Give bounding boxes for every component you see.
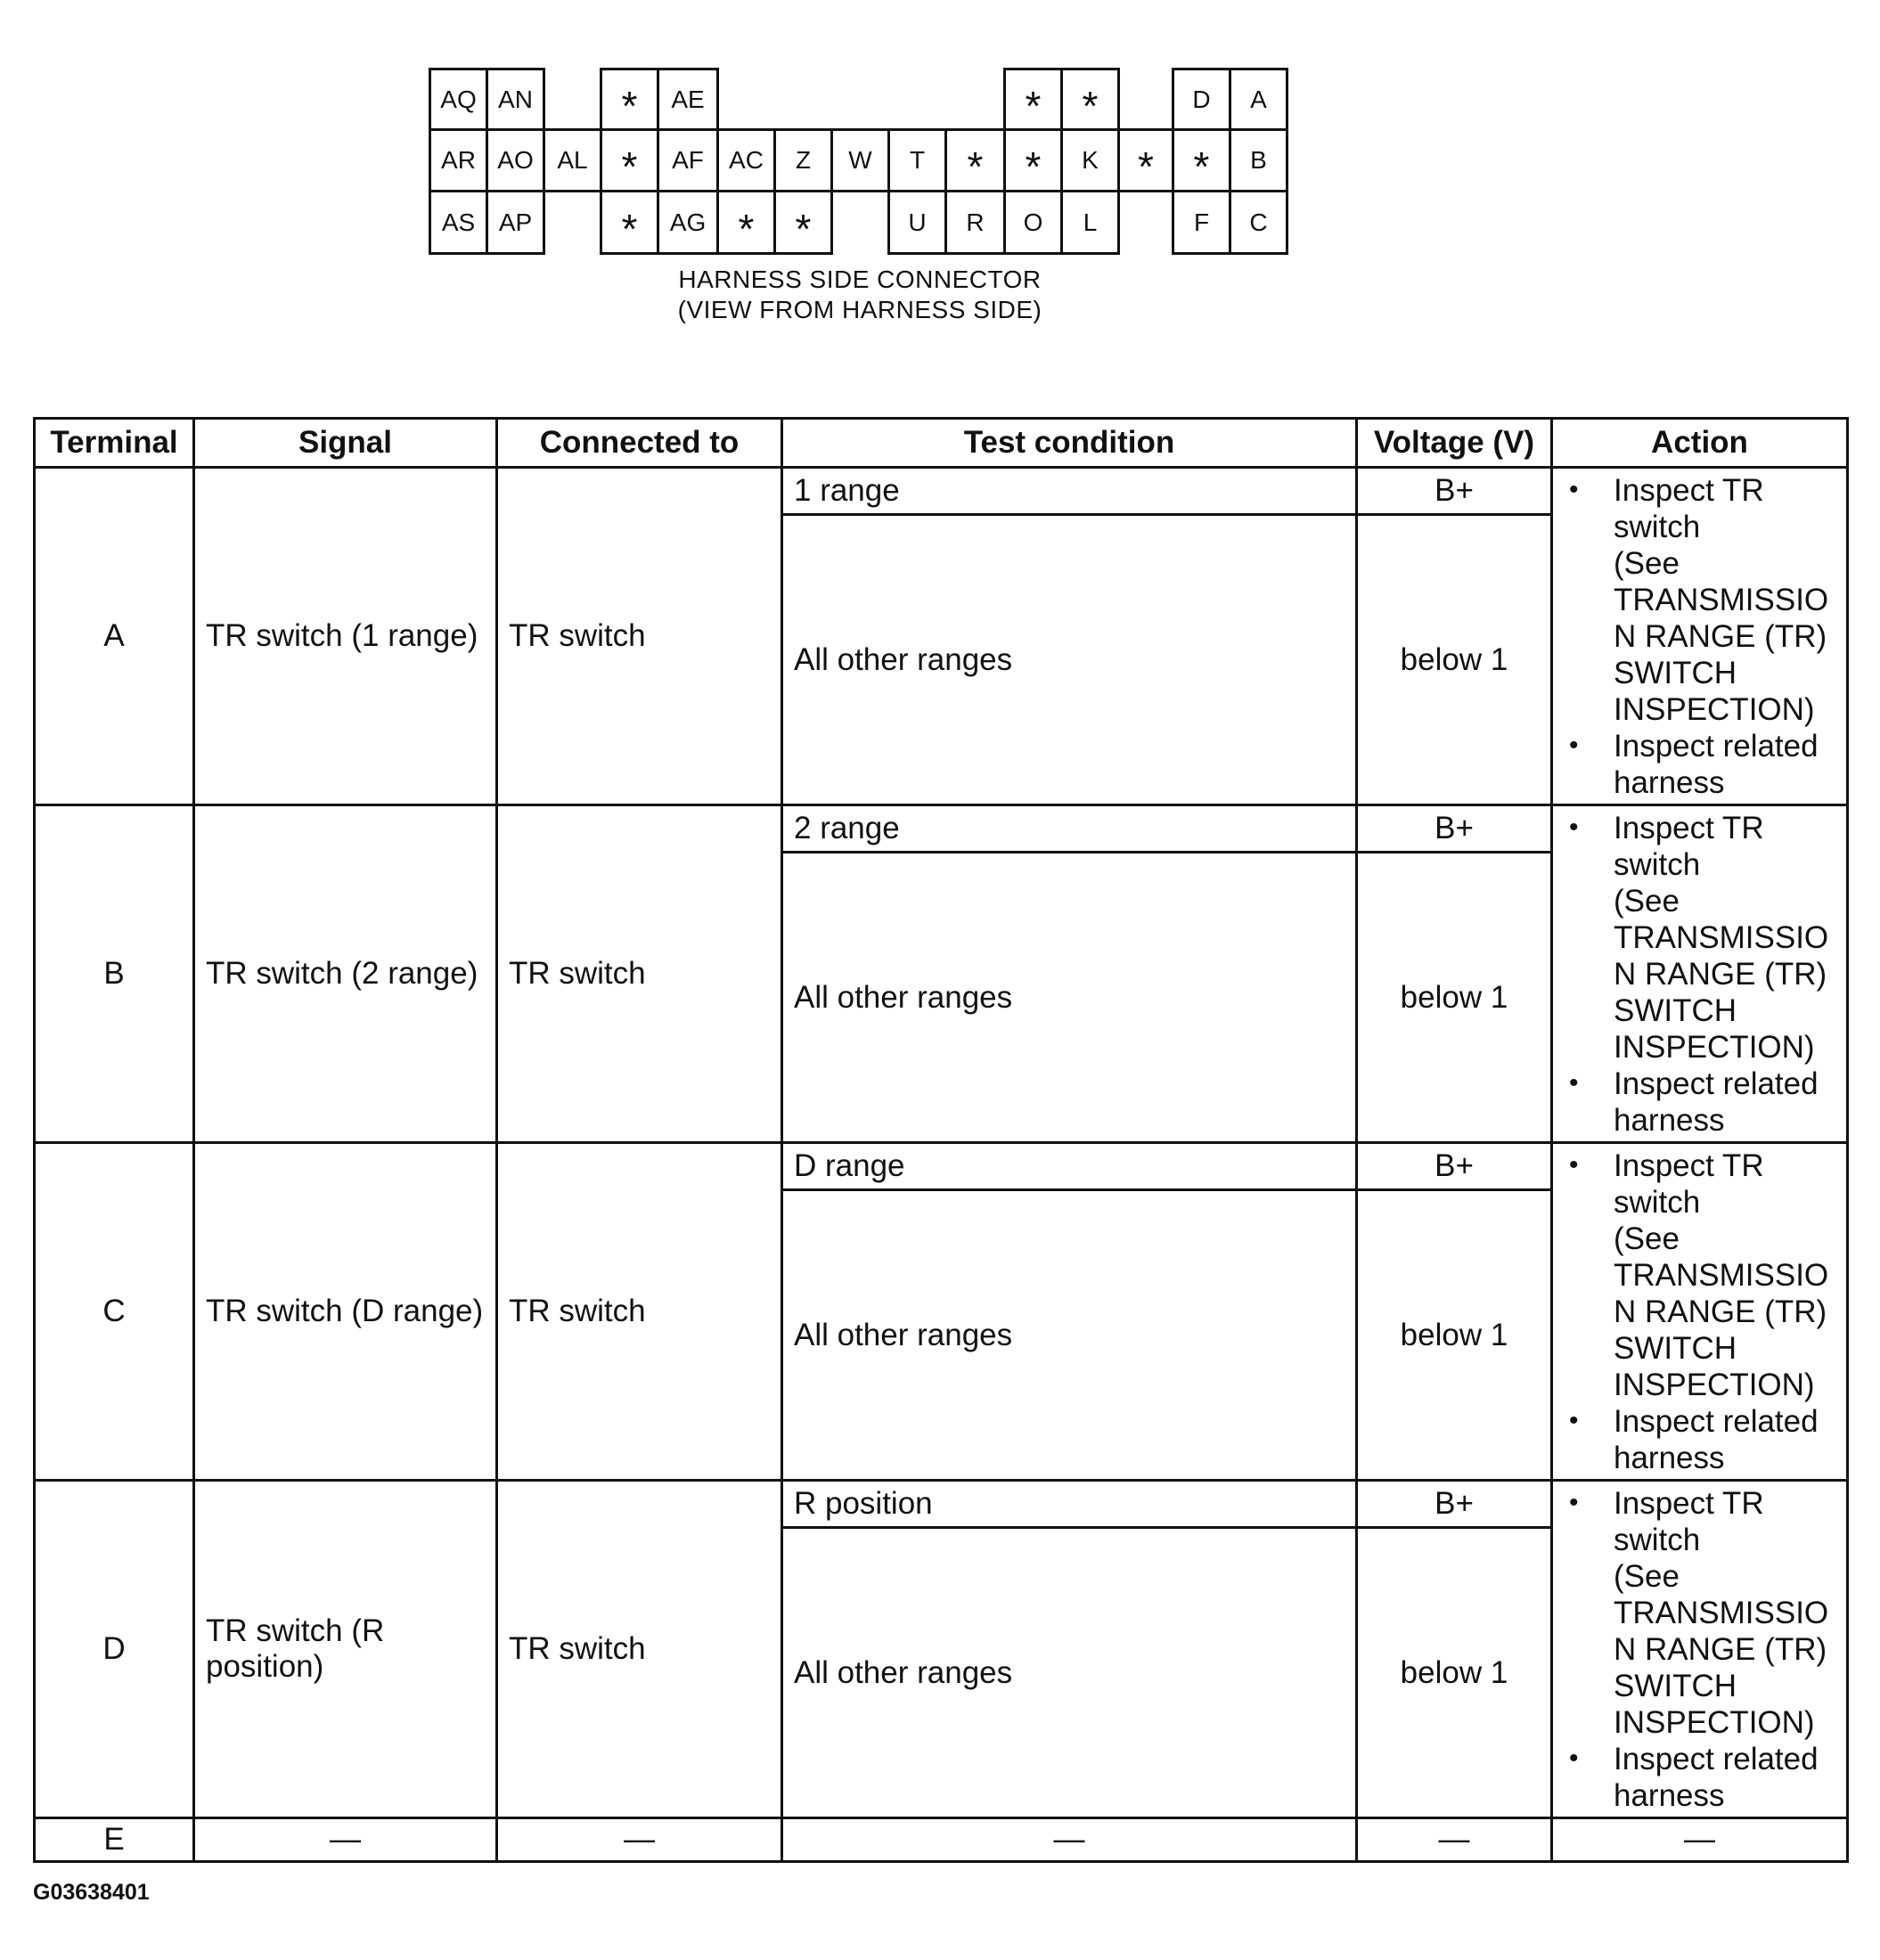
terminal-cell: A <box>35 468 194 805</box>
bullet-icon: • <box>1569 1488 1579 1517</box>
pin-a: A <box>1229 68 1288 131</box>
action-item: • Inspect related <box>1569 1066 1819 1101</box>
pin-as: AS <box>429 190 488 255</box>
header-terminal: Terminal <box>35 419 194 468</box>
pin-blank: * <box>600 128 659 192</box>
voltage-cell: below 1 <box>1357 515 1552 805</box>
voltage-cell: B+ <box>1357 1143 1552 1190</box>
pin-al: AL <box>543 128 602 192</box>
connector-caption-line1: HARNESS SIDE CONNECTOR <box>678 265 1042 293</box>
bullet-icon: • <box>1569 1150 1579 1180</box>
pin-ac: AC <box>716 128 776 192</box>
connected-cell: TR switch <box>497 1143 782 1481</box>
test-condition-cell: R position <box>782 1481 1357 1528</box>
signal-cell: TR switch (D range) <box>194 1143 497 1481</box>
bullet-icon: • <box>1569 1068 1579 1098</box>
test-condition-cell: 2 range <box>782 805 1357 853</box>
pin-r: R <box>944 190 1006 255</box>
table-row <box>35 1143 1848 1190</box>
signal-cell: — <box>194 1818 497 1862</box>
table-row <box>35 1481 1848 1528</box>
pin-blank: * <box>944 128 1006 192</box>
signal-line: TR switch (R <box>206 1613 385 1648</box>
header-action: Action <box>1552 419 1848 468</box>
pin-d: D <box>1172 68 1231 131</box>
action-item: • Inspect TR <box>1569 811 1764 845</box>
action-item: • Inspect related <box>1569 1742 1819 1776</box>
pin-blank: * <box>773 190 833 255</box>
pin-blank: * <box>1060 68 1120 131</box>
pin-blank: * <box>1003 68 1063 131</box>
bullet-icon: • <box>1569 1406 1579 1435</box>
action-cell: • Inspect TR switch (See TRANSMISSIO N RANGE (TR) SWITCH INSPECTION) • Inspect related harness <box>1552 805 1848 1143</box>
signal-cell: TR switch (2 range) <box>194 805 497 1143</box>
connected-cell: TR switch <box>497 805 782 1143</box>
action-item: • Inspect TR <box>1569 473 1764 508</box>
test-condition-cell: D range <box>782 1143 1357 1190</box>
pin-blank: * <box>600 190 659 255</box>
figure-id: G03638401 <box>33 1880 150 1905</box>
voltage-cell: B+ <box>1357 805 1552 853</box>
bullet-icon: • <box>1569 475 1579 504</box>
pin-blank: * <box>716 190 776 255</box>
terminal-voltage-table <box>33 417 1849 1863</box>
signal-cell <box>194 1481 497 1818</box>
action-item: • Inspect related <box>1569 1404 1819 1439</box>
pin-z: Z <box>773 128 833 192</box>
pin-w: W <box>830 128 890 192</box>
header-connected-to: Connected to <box>497 419 782 468</box>
pin-ae: AE <box>657 68 719 131</box>
pin-blank: * <box>1117 128 1174 192</box>
action-item: • Inspect related <box>1569 729 1819 764</box>
harness-connector-diagram <box>0 0 1880 339</box>
pin-blank: * <box>1003 128 1063 192</box>
pin-ap: AP <box>486 190 545 255</box>
voltage-cell: below 1 <box>1357 1190 1552 1481</box>
action-cell: — <box>1552 1818 1848 1862</box>
pin-c: C <box>1229 190 1288 255</box>
terminal-cell: B <box>35 805 194 1143</box>
header-signal: Signal <box>194 419 497 468</box>
voltage-cell: below 1 <box>1357 853 1552 1143</box>
voltage-cell: — <box>1357 1818 1552 1862</box>
pin-an: AN <box>486 68 545 131</box>
pin-o: O <box>1003 190 1063 255</box>
voltage-cell: B+ <box>1357 468 1552 515</box>
test-condition-cell: 1 range <box>782 468 1357 515</box>
connected-cell: TR switch <box>497 468 782 805</box>
header-voltage: Voltage (V) <box>1357 419 1552 468</box>
pin-k: K <box>1060 128 1120 192</box>
pin-b: B <box>1229 128 1288 192</box>
pin-ag: AG <box>657 190 719 255</box>
action-item: • Inspect TR <box>1569 1486 1764 1521</box>
pin-ar: AR <box>429 128 488 192</box>
pin-blank: * <box>600 68 659 131</box>
signal-line: position) <box>206 1649 324 1684</box>
pin-f: F <box>1172 190 1231 255</box>
voltage-cell: below 1 <box>1357 1528 1552 1818</box>
bullet-icon: • <box>1569 1744 1579 1773</box>
table-row <box>35 468 1848 515</box>
signal-cell: TR switch (1 range) <box>194 468 497 805</box>
connected-cell: — <box>497 1818 782 1862</box>
table-row <box>35 1818 1848 1862</box>
action-cell: • Inspect TR switch (See TRANSMISSIO N RANGE (TR) SWITCH INSPECTION) • Inspect related harness <box>1552 468 1848 805</box>
test-condition-cell: — <box>782 1818 1357 1862</box>
pin-t: T <box>887 128 947 192</box>
pin-aq: AQ <box>429 68 488 131</box>
header-test-condition: Test condition <box>782 419 1357 468</box>
connected-cell: TR switch <box>497 1481 782 1818</box>
test-condition-cell: All other ranges <box>782 1190 1357 1481</box>
terminal-cell: E <box>35 1818 194 1862</box>
connector-caption-line2: (VIEW FROM HARNESS SIDE) <box>677 296 1042 323</box>
action-cell: • Inspect TR switch (See TRANSMISSIO N RANGE (TR) SWITCH INSPECTION) • Inspect related harness <box>1552 1143 1848 1481</box>
terminal-cell: D <box>35 1481 194 1818</box>
voltage-cell: B+ <box>1357 1481 1552 1528</box>
pin-u: U <box>887 190 947 255</box>
bullet-icon: • <box>1569 731 1579 760</box>
table-row <box>35 805 1848 853</box>
test-condition-cell: All other ranges <box>782 515 1357 805</box>
test-condition-cell: All other ranges <box>782 1528 1357 1818</box>
pin-af: AF <box>657 128 719 192</box>
terminal-cell: C <box>35 1143 194 1481</box>
action-item: • Inspect TR <box>1569 1148 1764 1183</box>
action-cell: • Inspect TR switch (See TRANSMISSIO N RANGE (TR) SWITCH INSPECTION) • Inspect related harness <box>1552 1481 1848 1818</box>
pin-l: L <box>1060 190 1120 255</box>
pin-blank: * <box>1172 128 1231 192</box>
table-header-row <box>35 419 1848 468</box>
bullet-icon: • <box>1569 813 1579 842</box>
test-condition-cell: All other ranges <box>782 853 1357 1143</box>
pin-ao: AO <box>486 128 545 192</box>
